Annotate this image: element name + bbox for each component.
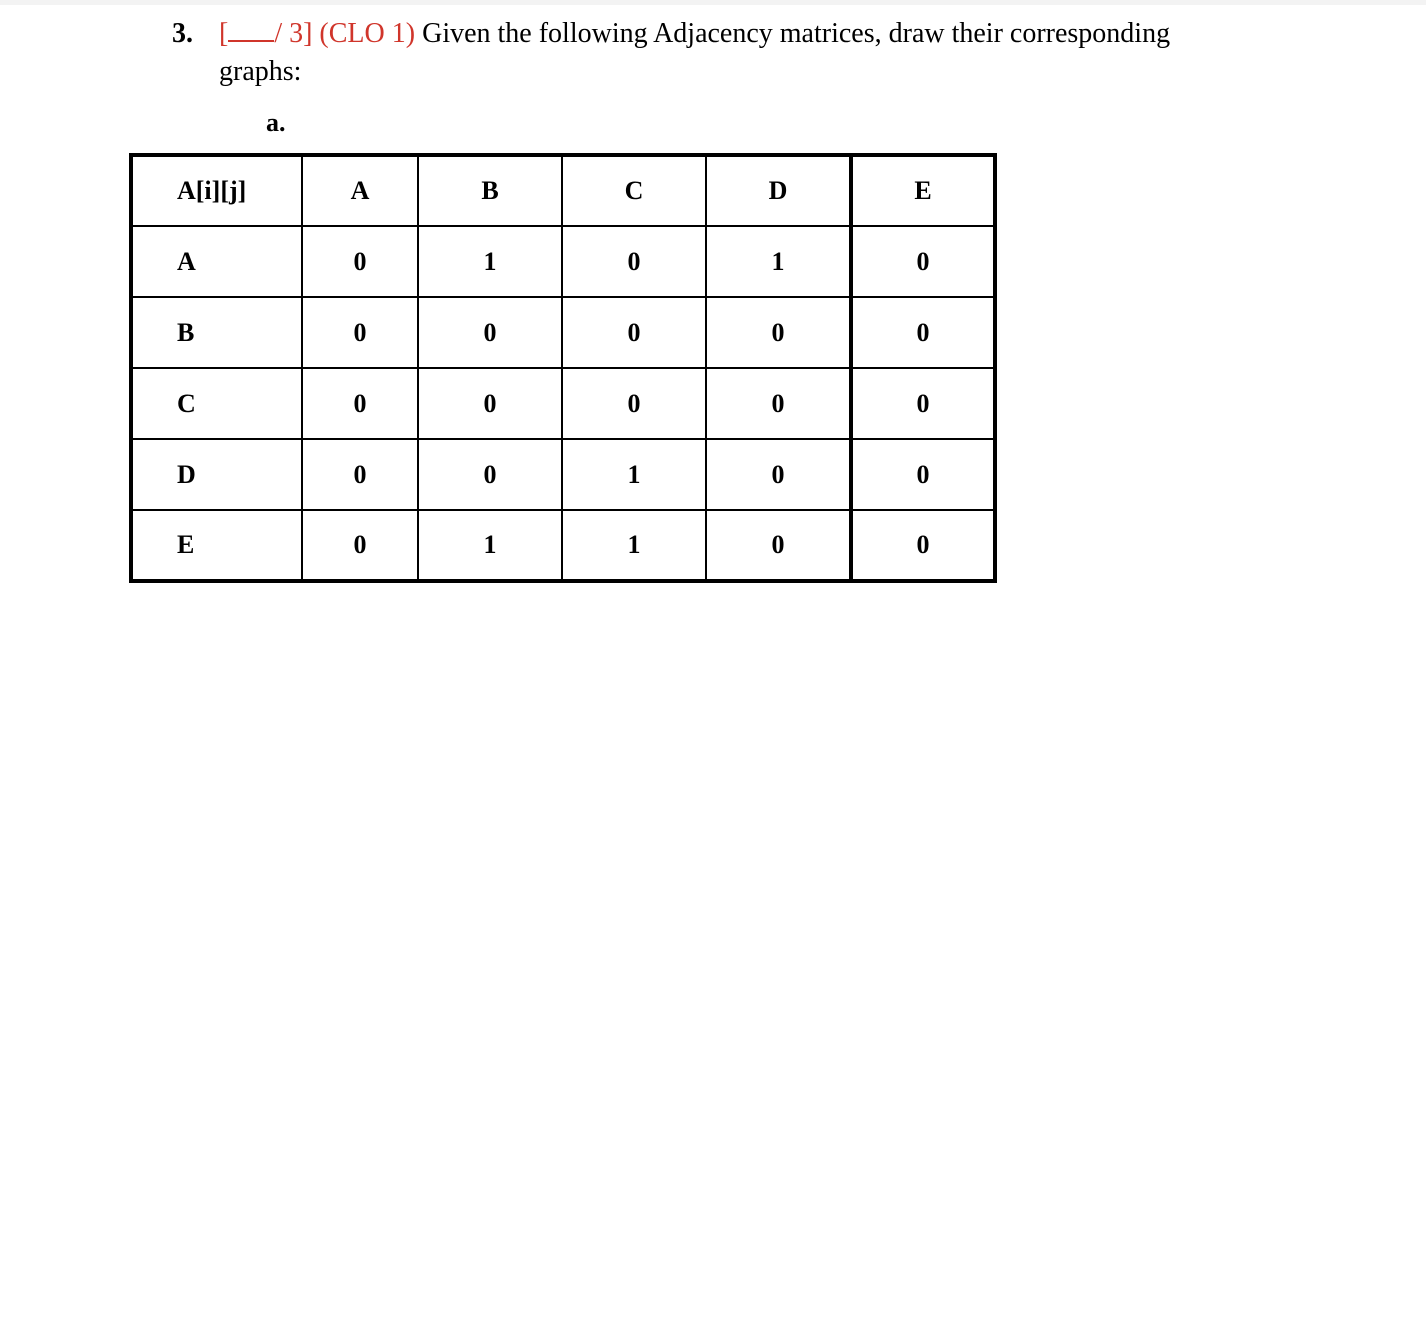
matrix-cell: 0 [418,297,562,368]
adjacency-matrix-table [129,153,997,583]
matrix-cell: 0 [418,368,562,439]
matrix-cell: 1 [418,510,562,581]
question-prompt-text: Given the following Adjacency matrices, draw their corresponding [415,18,1171,49]
matrix-cell: 0 [302,297,418,368]
matrix-cell: 0 [851,439,995,510]
row-header-e: E [131,510,302,581]
row-header-d: D [131,439,302,510]
matrix-cell: 0 [851,297,995,368]
matrix-cell: 0 [706,368,851,439]
table-row [131,510,995,581]
points-open-bracket: [ [219,18,229,49]
column-header-c: C [562,155,706,226]
column-header-d: D [706,155,851,226]
row-header-a: A [131,226,302,297]
column-header-a: A [302,155,418,226]
matrix-cell: 0 [851,368,995,439]
matrix-cell: 0 [706,439,851,510]
table-row [131,226,995,297]
question-prompt-line2: graphs: [219,56,302,87]
matrix-cell: 0 [302,439,418,510]
table-header-row [131,155,995,226]
points-score-blank[interactable] [228,18,274,42]
matrix-cell: 1 [418,226,562,297]
column-header-e: E [851,155,995,226]
matrix-cell: 1 [562,439,706,510]
table-row [131,439,995,510]
row-header-b: B [131,297,302,368]
points-and-clo: / 3] (CLO 1) [274,18,416,49]
page-top-rule [0,0,1426,5]
matrix-cell: 0 [706,297,851,368]
subquestion-label: a. [266,108,286,137]
matrix-cell: 0 [302,368,418,439]
table-row [131,368,995,439]
matrix-cell: 1 [562,510,706,581]
matrix-cell: 0 [706,510,851,581]
question-prompt-line1 [219,16,1170,52]
matrix-cell: 0 [851,226,995,297]
matrix-cell: 0 [562,226,706,297]
matrix-cell: 0 [562,297,706,368]
matrix-cell: 0 [302,226,418,297]
table-row [131,297,995,368]
matrix-corner-label: A[i][j] [131,155,302,226]
matrix-cell: 0 [418,439,562,510]
matrix-cell: 0 [302,510,418,581]
matrix-cell: 0 [851,510,995,581]
column-header-b: B [418,155,562,226]
question-number: 3. [172,18,193,49]
row-header-c: C [131,368,302,439]
matrix-cell: 1 [706,226,851,297]
matrix-cell: 0 [562,368,706,439]
